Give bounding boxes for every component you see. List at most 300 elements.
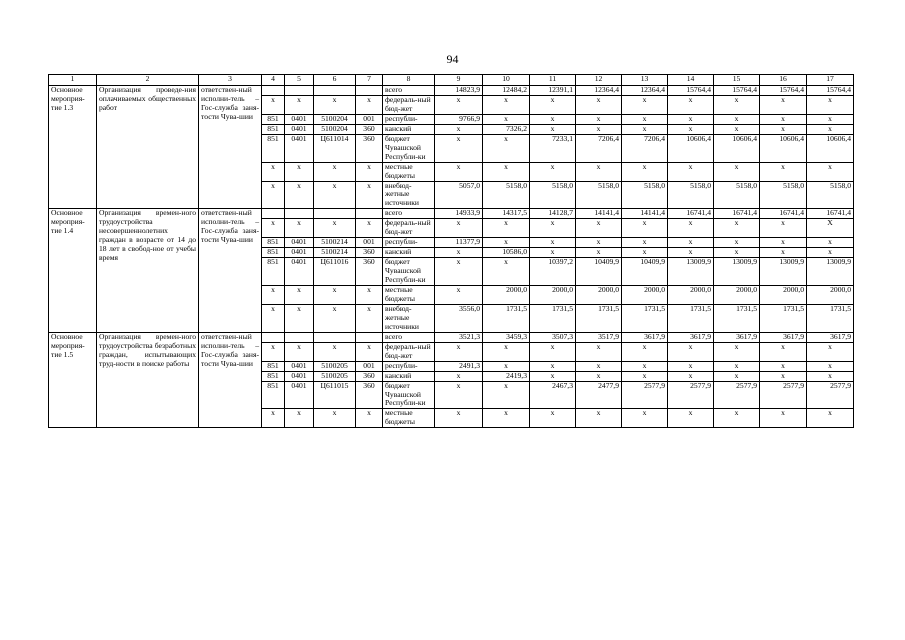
amount-cell: х	[483, 238, 530, 248]
budget-code-cell: х	[262, 181, 285, 209]
funding-source-cell: местные бюджеты	[383, 162, 435, 181]
budget-code-cell: х	[285, 162, 314, 181]
amount-cell: х	[760, 409, 807, 428]
amount-cell: 10586,0	[483, 248, 530, 258]
executor-cell: ответствен-ный исполни-тель – Гос-служба заня-тости Чува-шии	[199, 209, 262, 332]
amount-cell: 15764,4	[760, 86, 807, 96]
amount-cell: 2000,0	[576, 286, 622, 305]
amount-cell: 15764,4	[668, 86, 714, 96]
funding-source-cell: республи-	[383, 114, 435, 124]
amount-cell: х	[714, 342, 760, 361]
amount-cell: х	[483, 95, 530, 114]
amount-cell: 13009,9	[668, 258, 714, 286]
column-number: 2	[97, 75, 199, 86]
amount-cell: х	[530, 219, 576, 238]
column-number: 16	[760, 75, 807, 86]
amount-cell: х	[668, 361, 714, 371]
amount-cell: 10606,4	[760, 134, 807, 162]
funding-source-cell: местные бюджеты	[383, 409, 435, 428]
budget-code-cell: х	[356, 304, 383, 332]
amount-cell: х	[714, 409, 760, 428]
amount-cell: 10397,2	[530, 258, 576, 286]
budget-code-cell: 5100205	[314, 371, 356, 381]
budget-code-cell: х	[314, 304, 356, 332]
amount-cell: х	[576, 409, 622, 428]
activity-cell: Основное мероприя-тие 1.5	[49, 332, 97, 428]
amount-cell: х	[435, 409, 483, 428]
amount-cell: х	[483, 409, 530, 428]
budget-code-cell: 851	[262, 361, 285, 371]
budget-code-cell: 851	[262, 134, 285, 162]
amount-cell: 7233,1	[530, 134, 576, 162]
amount-cell: х	[622, 95, 668, 114]
amount-cell: х	[576, 342, 622, 361]
amount-cell: 16741,4	[714, 209, 760, 219]
amount-cell: х	[807, 342, 854, 361]
amount-cell: х	[668, 248, 714, 258]
executor-cell: ответствен-ный исполни-тель – Гос-служба заня-тости Чува-шии	[199, 332, 262, 428]
amount-cell: х	[483, 219, 530, 238]
funding-source-cell: местные бюджеты	[383, 286, 435, 305]
budget-code-cell: х	[262, 219, 285, 238]
column-number: 11	[530, 75, 576, 86]
budget-code-cell	[285, 86, 314, 96]
funding-source-cell: внебюд-жетные источники	[383, 181, 435, 209]
amount-cell: х	[435, 95, 483, 114]
amount-cell: х	[530, 162, 576, 181]
budget-code-cell: 360	[356, 134, 383, 162]
amount-cell: х	[807, 238, 854, 248]
budget-code-cell: х	[314, 95, 356, 114]
amount-cell: 2000,0	[668, 286, 714, 305]
budget-code-cell: 851	[262, 248, 285, 258]
amount-cell: х	[668, 409, 714, 428]
amount-cell: х	[622, 238, 668, 248]
amount-cell: х	[714, 238, 760, 248]
budget-code-cell: 5100204	[314, 124, 356, 134]
budget-code-cell: 0401	[285, 134, 314, 162]
amount-cell: 1731,5	[668, 304, 714, 332]
funding-source-cell: федераль-ный бюд-жет	[383, 342, 435, 361]
amount-cell: х	[668, 162, 714, 181]
amount-cell: 5158,0	[622, 181, 668, 209]
amount-cell: х	[530, 95, 576, 114]
column-number: 6	[314, 75, 356, 86]
amount-cell: х	[760, 162, 807, 181]
budget-code-cell: 360	[356, 258, 383, 286]
budget-code-cell: х	[262, 162, 285, 181]
amount-cell: 1731,5	[807, 304, 854, 332]
amount-cell: х	[483, 162, 530, 181]
funding-source-cell: канский	[383, 248, 435, 258]
amount-cell: 1731,5	[760, 304, 807, 332]
amount-cell: 3617,9	[622, 332, 668, 342]
budget-code-cell: 851	[262, 381, 285, 409]
amount-cell: х	[530, 371, 576, 381]
budget-code-cell: х	[314, 162, 356, 181]
budget-code-cell: х	[285, 181, 314, 209]
amount-cell: х	[530, 238, 576, 248]
budget-code-cell: х	[356, 181, 383, 209]
table-row	[49, 332, 854, 342]
budget-code-cell: 001	[356, 114, 383, 124]
budget-code-cell: х	[356, 219, 383, 238]
amount-cell: х	[622, 114, 668, 124]
column-number: 7	[356, 75, 383, 86]
amount-cell: 14141,4	[576, 209, 622, 219]
amount-cell: х	[714, 248, 760, 258]
budget-code-cell: х	[314, 286, 356, 305]
amount-cell: 7206,4	[622, 134, 668, 162]
budget-code-cell: 0401	[285, 381, 314, 409]
amount-cell: х	[622, 361, 668, 371]
amount-cell: 12484,2	[483, 86, 530, 96]
amount-cell: 5158,0	[530, 181, 576, 209]
amount-cell: х	[435, 124, 483, 134]
amount-cell: х	[622, 248, 668, 258]
amount-cell: 11377,9	[435, 238, 483, 248]
amount-cell: 3617,9	[714, 332, 760, 342]
amount-cell: 10606,4	[668, 134, 714, 162]
amount-cell: х	[807, 248, 854, 258]
budget-code-cell: 5100214	[314, 238, 356, 248]
amount-cell: 5158,0	[714, 181, 760, 209]
amount-cell: 3617,9	[760, 332, 807, 342]
budget-code-cell	[356, 86, 383, 96]
amount-cell: х	[714, 95, 760, 114]
amount-cell: 14141,4	[622, 209, 668, 219]
budget-code-cell: х	[262, 342, 285, 361]
budget-table	[48, 74, 854, 428]
budget-code-cell: 360	[356, 371, 383, 381]
amount-cell: 14933,9	[435, 209, 483, 219]
funding-source-cell: республи-	[383, 238, 435, 248]
amount-cell: х	[435, 258, 483, 286]
column-number: 14	[668, 75, 714, 86]
activity-cell: Основное мероприя-тие 1.4	[49, 209, 97, 332]
amount-cell: х	[807, 124, 854, 134]
amount-cell: х	[714, 371, 760, 381]
amount-cell: 3517,9	[576, 332, 622, 342]
amount-cell: х	[435, 134, 483, 162]
budget-code-cell: х	[285, 95, 314, 114]
budget-code-cell: х	[262, 409, 285, 428]
amount-cell: х	[668, 238, 714, 248]
executor-cell: ответствен-ный исполни-тель – Гос-служба заня-тости Чува-шии	[199, 86, 262, 209]
amount-cell: 2000,0	[483, 286, 530, 305]
budget-code-cell: 5100205	[314, 361, 356, 371]
amount-cell: х	[622, 219, 668, 238]
budget-code-cell: х	[262, 286, 285, 305]
amount-cell: х	[760, 371, 807, 381]
budget-code-cell: Ц611015	[314, 381, 356, 409]
budget-code-cell	[314, 209, 356, 219]
budget-code-cell: 360	[356, 381, 383, 409]
amount-cell: 2000,0	[530, 286, 576, 305]
amount-cell: 12364,4	[576, 86, 622, 96]
funding-source-cell: федераль-ный бюд-жет	[383, 219, 435, 238]
amount-cell: х	[576, 248, 622, 258]
amount-cell: 12391,1	[530, 86, 576, 96]
budget-code-cell: 001	[356, 361, 383, 371]
amount-cell: х	[760, 342, 807, 361]
funding-source-cell: канский	[383, 124, 435, 134]
amount-cell: х	[435, 286, 483, 305]
amount-cell: х	[668, 219, 714, 238]
amount-cell: 5158,0	[483, 181, 530, 209]
funding-source-cell: внебюд-жетные источники	[383, 304, 435, 332]
amount-cell: 14317,5	[483, 209, 530, 219]
amount-cell: 5158,0	[668, 181, 714, 209]
amount-cell: х	[576, 361, 622, 371]
amount-cell: х	[435, 162, 483, 181]
amount-cell: 7326,2	[483, 124, 530, 134]
budget-code-cell	[262, 332, 285, 342]
amount-cell: х	[576, 162, 622, 181]
amount-cell: х	[668, 114, 714, 124]
amount-cell: 2577,9	[668, 381, 714, 409]
amount-cell: х	[530, 124, 576, 134]
amount-cell: х	[668, 342, 714, 361]
amount-cell: 2000,0	[760, 286, 807, 305]
title-cell: Организация времен-ного трудоустройства безработных граждан, испытывающих труд-ности в поиске работы	[97, 332, 199, 428]
column-number: 5	[285, 75, 314, 86]
funding-source-cell: всего	[383, 209, 435, 219]
title-cell: Организация проведе-ния оплачиваемых общественных работ	[97, 86, 199, 209]
budget-code-cell: х	[356, 162, 383, 181]
budget-code-cell: 0401	[285, 371, 314, 381]
page-number: 94	[446, 52, 459, 66]
budget-code-cell: 851	[262, 114, 285, 124]
amount-cell: 2419,3	[483, 371, 530, 381]
amount-cell: х	[714, 162, 760, 181]
amount-cell: 3556,0	[435, 304, 483, 332]
amount-cell: 13009,9	[760, 258, 807, 286]
amount-cell: 5158,0	[807, 181, 854, 209]
budget-code-cell: х	[285, 304, 314, 332]
budget-code-cell: х	[262, 95, 285, 114]
budget-code-cell	[285, 209, 314, 219]
amount-cell: х	[622, 342, 668, 361]
amount-cell: х	[714, 361, 760, 371]
amount-cell: 10606,4	[714, 134, 760, 162]
budget-code-cell: 851	[262, 238, 285, 248]
column-number: 1	[49, 75, 97, 86]
amount-cell: 13009,9	[714, 258, 760, 286]
column-number: 17	[807, 75, 854, 86]
amount-cell: 2577,9	[622, 381, 668, 409]
amount-cell: х	[576, 95, 622, 114]
budget-code-cell: Ц611014	[314, 134, 356, 162]
budget-code-cell: 851	[262, 124, 285, 134]
amount-cell: х	[483, 361, 530, 371]
budget-code-cell	[356, 332, 383, 342]
amount-cell: х	[435, 381, 483, 409]
amount-cell: х	[435, 248, 483, 258]
amount-cell: х	[576, 124, 622, 134]
amount-cell: 1731,5	[576, 304, 622, 332]
amount-cell: х	[760, 248, 807, 258]
amount-cell: х	[807, 361, 854, 371]
amount-cell: х	[807, 162, 854, 181]
column-number: 10	[483, 75, 530, 86]
budget-code-cell: 5100214	[314, 248, 356, 258]
funding-source-cell: федераль-ный бюд-жет	[383, 95, 435, 114]
amount-cell: х	[807, 409, 854, 428]
amount-cell: х	[714, 219, 760, 238]
table-row	[49, 86, 854, 96]
amount-cell: 15764,4	[807, 86, 854, 96]
amount-cell: 13009,9	[807, 258, 854, 286]
column-number: 3	[199, 75, 262, 86]
amount-cell: 16741,4	[807, 209, 854, 219]
budget-code-cell: 360	[356, 248, 383, 258]
amount-cell: х	[760, 238, 807, 248]
amount-cell: 1731,5	[714, 304, 760, 332]
budget-code-cell: 0401	[285, 258, 314, 286]
amount-cell: 3617,9	[807, 332, 854, 342]
funding-source-cell: бюджет Чувашской Республи-ки	[383, 134, 435, 162]
budget-code-cell: 001	[356, 238, 383, 248]
budget-code-cell: 851	[262, 371, 285, 381]
funding-source-cell: республи-	[383, 361, 435, 371]
amount-cell: 14823,9	[435, 86, 483, 96]
amount-cell: х	[483, 342, 530, 361]
amount-cell: х	[530, 342, 576, 361]
budget-code-cell: 360	[356, 124, 383, 134]
title-cell: Организация времен-ного трудоустройства несовершеннолетних граждан в возрасте от 14 до 18 лет в свобод-ное от учебы время	[97, 209, 199, 332]
budget-code-cell	[285, 332, 314, 342]
budget-code-cell	[262, 209, 285, 219]
budget-code-cell: х	[285, 342, 314, 361]
amount-cell: х	[807, 95, 854, 114]
budget-code-cell: Ц611016	[314, 258, 356, 286]
amount-cell: х	[435, 371, 483, 381]
amount-cell: 2577,9	[714, 381, 760, 409]
amount-cell: х	[576, 114, 622, 124]
amount-cell: 2477,9	[576, 381, 622, 409]
amount-cell: 2577,9	[807, 381, 854, 409]
column-number: 15	[714, 75, 760, 86]
amount-cell: 7206,4	[576, 134, 622, 162]
amount-cell: х	[576, 219, 622, 238]
budget-code-cell: х	[314, 219, 356, 238]
funding-source-cell: всего	[383, 86, 435, 96]
budget-code-cell	[314, 332, 356, 342]
budget-code-cell: х	[356, 286, 383, 305]
budget-code-cell: х	[262, 304, 285, 332]
table-row	[49, 209, 854, 219]
funding-source-cell: бюджет Чувашской Республи-ки	[383, 381, 435, 409]
amount-cell: 3507,3	[530, 332, 576, 342]
amount-cell: х	[760, 361, 807, 371]
budget-code-cell: х	[356, 95, 383, 114]
budget-code-cell: 0401	[285, 248, 314, 258]
amount-cell: х	[576, 238, 622, 248]
budget-code-cell: х	[314, 342, 356, 361]
column-number: 12	[576, 75, 622, 86]
budget-code-cell	[356, 209, 383, 219]
budget-code-cell: 5100204	[314, 114, 356, 124]
amount-cell: х	[622, 409, 668, 428]
amount-cell: х	[668, 371, 714, 381]
amount-cell: 2577,9	[760, 381, 807, 409]
amount-cell: х	[576, 371, 622, 381]
budget-code-cell: х	[285, 409, 314, 428]
budget-code-cell	[262, 86, 285, 96]
amount-cell: х	[435, 342, 483, 361]
amount-cell: х	[483, 114, 530, 124]
amount-cell: х	[435, 219, 483, 238]
amount-cell: 12364,4	[622, 86, 668, 96]
column-number: 4	[262, 75, 285, 86]
budget-code-cell: 0401	[285, 238, 314, 248]
amount-cell: 10606,4	[807, 134, 854, 162]
amount-cell: х	[530, 409, 576, 428]
amount-cell: 5158,0	[760, 181, 807, 209]
amount-cell: 2491,3	[435, 361, 483, 371]
budget-code-cell: х	[285, 286, 314, 305]
amount-cell: 3617,9	[668, 332, 714, 342]
column-number: 8	[383, 75, 435, 86]
amount-cell: х	[668, 124, 714, 134]
budget-code-cell: 0401	[285, 361, 314, 371]
column-number: 13	[622, 75, 668, 86]
amount-cell: х	[530, 361, 576, 371]
budget-code-cell: х	[285, 219, 314, 238]
amount-cell: 2000,0	[714, 286, 760, 305]
amount-cell: х	[807, 114, 854, 124]
amount-cell: 2000,0	[807, 286, 854, 305]
amount-cell: 16741,4	[668, 209, 714, 219]
budget-code-cell: х	[314, 181, 356, 209]
table-body	[49, 75, 854, 428]
amount-cell: 14128,7	[530, 209, 576, 219]
budget-code-cell: 0401	[285, 124, 314, 134]
activity-cell: Основное мероприя-тие 1.3	[49, 86, 97, 209]
budget-code-cell: х	[356, 409, 383, 428]
budget-code-cell: 851	[262, 258, 285, 286]
amount-cell: х	[760, 95, 807, 114]
budget-code-cell: х	[314, 409, 356, 428]
amount-cell: 2000,0	[622, 286, 668, 305]
amount-cell: х	[622, 371, 668, 381]
amount-cell: 10409,9	[622, 258, 668, 286]
amount-cell: 5158,0	[576, 181, 622, 209]
funding-source-cell: канский	[383, 371, 435, 381]
amount-cell: х	[622, 162, 668, 181]
amount-cell: х	[483, 381, 530, 409]
amount-cell: х	[622, 124, 668, 134]
column-number-row	[49, 75, 854, 86]
column-number: 9	[435, 75, 483, 86]
amount-cell: х	[760, 114, 807, 124]
funding-source-cell: бюджет Чувашской Республи-ки	[383, 258, 435, 286]
amount-cell: х	[530, 248, 576, 258]
amount-cell: 10409,9	[576, 258, 622, 286]
amount-cell: х	[714, 124, 760, 134]
budget-code-cell: х	[356, 342, 383, 361]
amount-cell: 2467,3	[530, 381, 576, 409]
amount-cell: х	[668, 95, 714, 114]
amount-cell: 1731,5	[622, 304, 668, 332]
amount-cell: х	[714, 114, 760, 124]
amount-cell: 1731,5	[483, 304, 530, 332]
amount-cell: х	[760, 219, 807, 238]
budget-code-cell: 0401	[285, 114, 314, 124]
funding-source-cell: всего	[383, 332, 435, 342]
budget-code-cell	[314, 86, 356, 96]
